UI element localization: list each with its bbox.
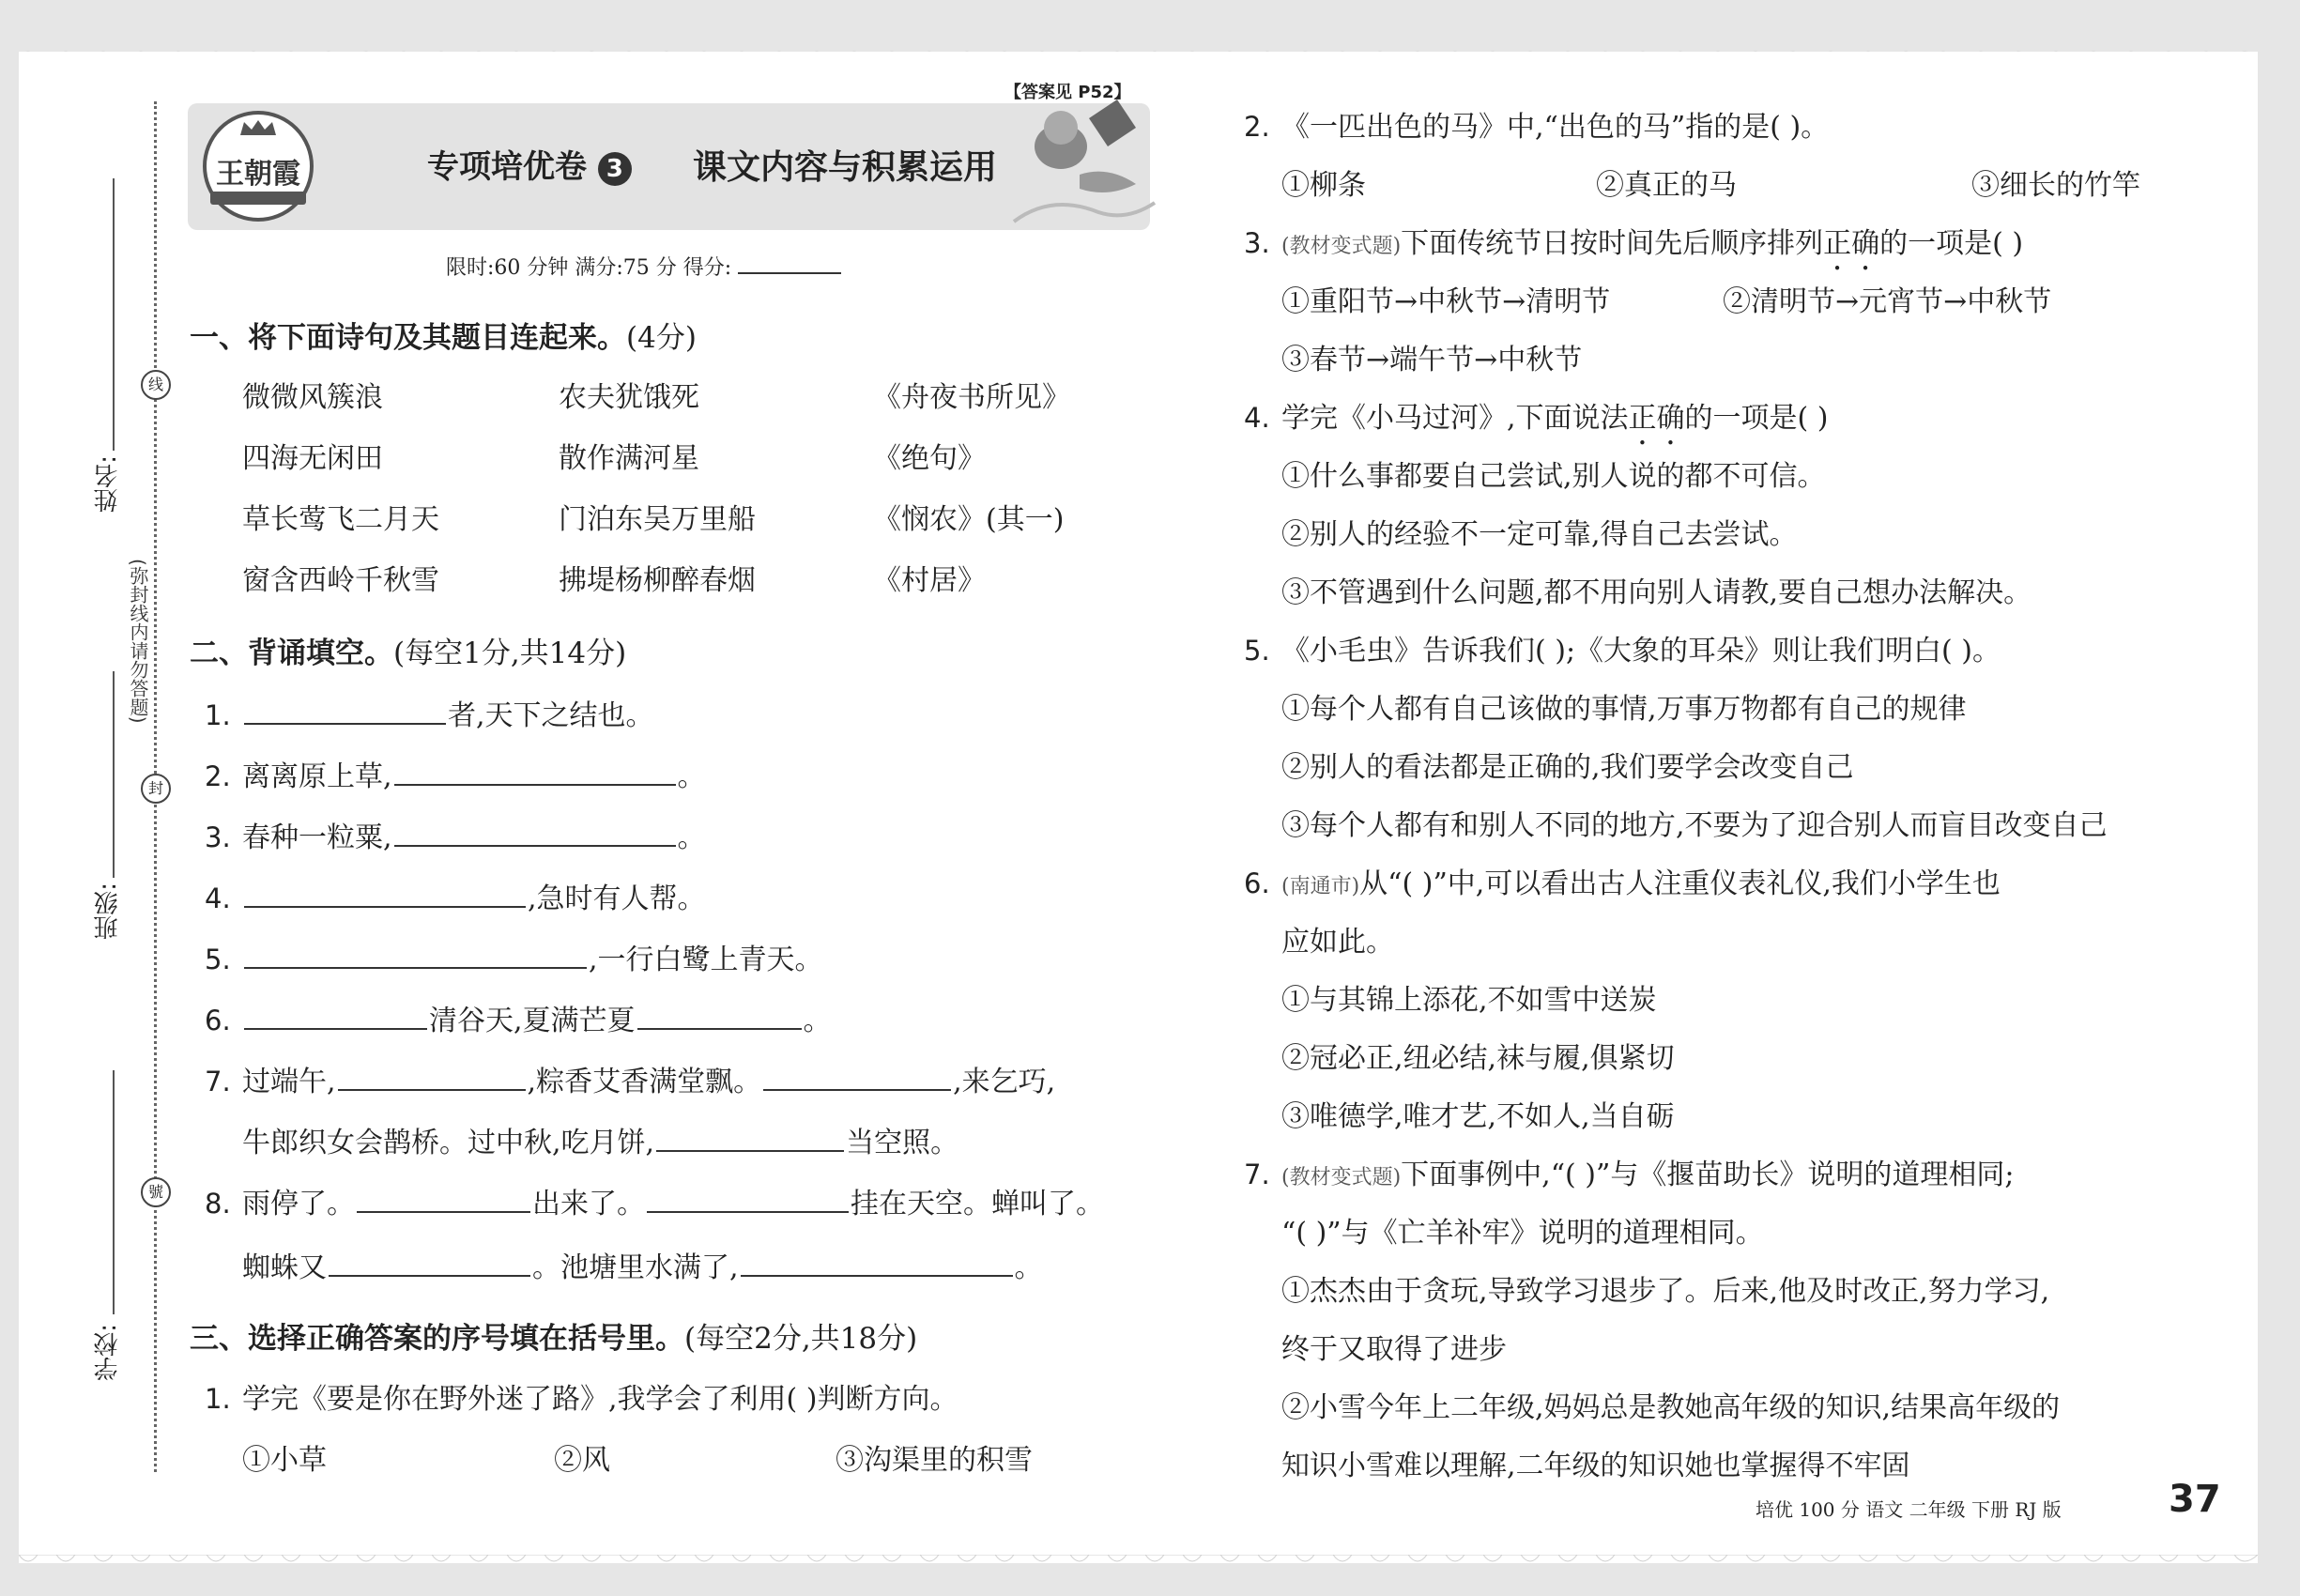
poem-line-1-3[interactable]: 草长莺飞二月天 [242, 503, 439, 536]
choice-q6: 6. (南通市)从“( )”中,可以看出古人注重仪表礼仪,我们小学生也 [1244, 867, 2001, 900]
paper-title: 课文内容与积累运用 [693, 148, 998, 187]
answer-blank[interactable] [338, 1061, 526, 1091]
answer-blank[interactable] [244, 878, 526, 908]
poem-title-2[interactable]: 《绝句》 [873, 442, 986, 475]
section2-heading [190, 629, 626, 671]
q6-option-1[interactable]: ①与其锦上添花,不如雪中送炭 [1281, 984, 1657, 1017]
poem-line-2-4[interactable]: 拂堤杨柳醉春烟 [559, 564, 756, 597]
choice-q5: 5. 《小毛虫》告诉我们( );《大象的耳朵》则让我们明白( )。 [1244, 635, 2001, 668]
section3-points: (每空2分,共18分) [684, 1322, 918, 1356]
score-blank[interactable] [738, 252, 841, 274]
logo-crown-icon [238, 118, 278, 137]
name-underline [113, 178, 115, 451]
q1-option-1[interactable]: ①小草 [242, 1444, 327, 1477]
poem-line-2-1[interactable]: 农夫犹饿死 [559, 381, 699, 414]
fill-item-5: 5. ,一行白鹭上青天。 [205, 936, 823, 977]
answer-blank[interactable] [637, 1000, 802, 1030]
answer-blank[interactable] [394, 817, 676, 847]
feng-seal: 封 [141, 774, 171, 804]
fill-item-8-cont: 蜘蛛又 。池塘里水满了, 。 [242, 1244, 1043, 1285]
logo-ribbon [210, 192, 306, 205]
exam-meta [446, 252, 841, 281]
class-underline [113, 671, 115, 878]
fill-item-7-cont: 牛郎织女会鹊桥。过中秋,吃月饼, 当空照。 [242, 1119, 958, 1160]
section2-points: (每空1分,共14分) [393, 637, 627, 670]
q1-option-2[interactable]: ②风 [554, 1444, 610, 1477]
fill-item-1: 1. 者,天下之结也。 [205, 692, 654, 733]
school-label: 学校: [94, 1324, 122, 1381]
answer-blank[interactable] [741, 1247, 1013, 1277]
answer-blank[interactable] [244, 695, 446, 725]
poem-line-2-2[interactable]: 散作满河星 [559, 442, 699, 475]
choice-q6-cont: 应如此。 [1281, 926, 1394, 959]
fill-item-8: 8. 雨停了。 出来了。 挂在天空。蝉叫了。 [205, 1180, 1104, 1221]
mascot-illustration [995, 90, 1164, 231]
meta-text: 限时:60 分钟 满分:75 分 得分: [446, 256, 732, 280]
paper-wavy-edge-bottom [19, 1555, 2258, 1568]
q5-option-1[interactable]: ①每个人都有自己该做的事情,万事万物都有自己的规律 [1281, 693, 1967, 726]
answer-blank[interactable] [763, 1061, 951, 1091]
q3-option-2[interactable]: ②清明节→元宵节→中秋节 [1723, 285, 2052, 318]
sealed-notice: (弥封线内请勿答题) [127, 559, 149, 724]
poem-title-1[interactable]: 《舟夜书所见》 [873, 381, 1070, 414]
q2-option-1[interactable]: ①柳条 [1281, 169, 1366, 202]
q7-option-2-cont: 知识小雪难以理解,二年级的知识她也掌握得不牢固 [1281, 1450, 1910, 1482]
answer-reference: 【答案见 P52】 [1004, 83, 1131, 102]
fill-item-3: 3. 春种一粒粟, 。 [205, 814, 706, 855]
q6-option-2[interactable]: ②冠必正,纽必结,袜与履,俱紧切 [1281, 1042, 1675, 1075]
q7-option-1[interactable]: ①杰杰由于贪玩,导致学习退步了。后来,他及时改正,努力学习, [1281, 1275, 2050, 1308]
publisher-logo [203, 111, 314, 222]
section1-points: (4分) [626, 321, 697, 355]
q2-option-2[interactable]: ②真正的马 [1596, 169, 1737, 202]
fill-item-2: 2. 离离原上草, 。 [205, 753, 706, 794]
answer-blank[interactable] [244, 939, 587, 969]
badge-label: 专项培优卷 [427, 148, 587, 186]
choice-q4: 4. 学完《小马过河》,下面说法正确的一项是( ) [1244, 402, 1829, 435]
q7-option-2[interactable]: ②小雪今年上二年级,妈妈总是教她高年级的知识,结果高年级的 [1281, 1391, 2061, 1424]
fill-item-7: 7. 过端午, ,粽香艾香满堂飘。 ,来乞巧, [205, 1058, 1055, 1099]
q4-option-2[interactable]: ②别人的经验不一定可靠,得自己去尝试。 [1281, 518, 1798, 551]
logo-text: 王朝霞 [216, 158, 300, 191]
section3-heading [190, 1314, 917, 1357]
q3-option-1[interactable]: ①重阳节→中秋节→清明节 [1281, 285, 1611, 318]
answer-blank[interactable] [329, 1247, 530, 1277]
section2-title: 二、背诵填空。 [190, 637, 393, 670]
xian-seal: 线 [141, 370, 171, 400]
answer-blank[interactable] [647, 1183, 849, 1213]
q2-option-3[interactable]: ③细长的竹竿 [1971, 169, 2140, 202]
q4-option-1[interactable]: ①什么事都要自己尝试,别人说的都不可信。 [1281, 460, 1826, 493]
fill-item-4: 4. ,急时有人帮。 [205, 875, 706, 916]
q5-option-3[interactable]: ③每个人都有和别人不同的地方,不要为了迎合别人而盲目改变自己 [1281, 809, 2108, 842]
choice-q2: 2. 《一匹出色的马》中,“出色的马”指的是( )。 [1244, 111, 1830, 144]
q7-option-1-cont: 终于又取得了进步 [1281, 1333, 1507, 1366]
choice-q7-cont: “( )”与《亡羊补牢》说明的道理相同。 [1281, 1217, 1764, 1250]
page-number: 37 [2169, 1478, 2221, 1521]
fill-item-6: 6. 清谷天,夏满芒夏 。 [205, 997, 832, 1038]
q4-option-3[interactable]: ③不管遇到什么问题,都不用向别人请教,要自己想办法解决。 [1281, 576, 2032, 609]
q6-option-3[interactable]: ③唯德学,唯才艺,不如人,当自砺 [1281, 1100, 1675, 1133]
section3-title: 三、选择正确答案的序号填在括号里。 [190, 1322, 684, 1356]
section1-heading [190, 314, 697, 356]
poem-line-1-2[interactable]: 四海无闲田 [242, 442, 383, 475]
poem-title-3[interactable]: 《悯农》(其一) [873, 503, 1065, 536]
school-underline [113, 1070, 115, 1314]
hao-seal: 號 [141, 1177, 171, 1207]
poem-line-2-3[interactable]: 门泊东吴万里船 [559, 503, 756, 536]
answer-blank[interactable] [656, 1122, 844, 1152]
q1-option-3[interactable]: ③沟渠里的积雪 [836, 1444, 1033, 1477]
choice-q1: 1. 学完《要是你在野外迷了路》,我学会了利用( )判断方向。 [205, 1383, 958, 1416]
q5-option-2[interactable]: ②别人的看法都是正确的,我们要学会改变自己 [1281, 751, 1854, 784]
q3-option-3[interactable]: ③春节→端午节→中秋节 [1281, 344, 1583, 376]
badge-number: 3 [598, 152, 632, 186]
choice-q7: 7. (教材变式题)下面事例中,“( )”与《揠苗助长》说明的道理相同; [1244, 1159, 2015, 1191]
poem-line-1-4[interactable]: 窗含西岭千秋雪 [242, 564, 439, 597]
poem-title-4[interactable]: 《村居》 [873, 564, 986, 597]
choice-q3: 3. (教材变式题)下面传统节日按时间先后顺序排列正确的一项是( ) [1244, 227, 2024, 260]
answer-blank[interactable] [394, 756, 676, 786]
footer-series: 培优 100 分 语文 二年级 下册 RJ 版 [1756, 1498, 2062, 1521]
section1-title: 一、将下面诗句及其题目连起来。 [190, 321, 626, 355]
poem-line-1-1[interactable]: 微微风簇浪 [242, 381, 383, 414]
name-label: 姓名: [94, 455, 122, 513]
answer-blank[interactable] [244, 1000, 427, 1030]
class-label: 班级: [94, 882, 122, 940]
answer-blank[interactable] [357, 1183, 530, 1213]
paper-badge [427, 141, 632, 187]
